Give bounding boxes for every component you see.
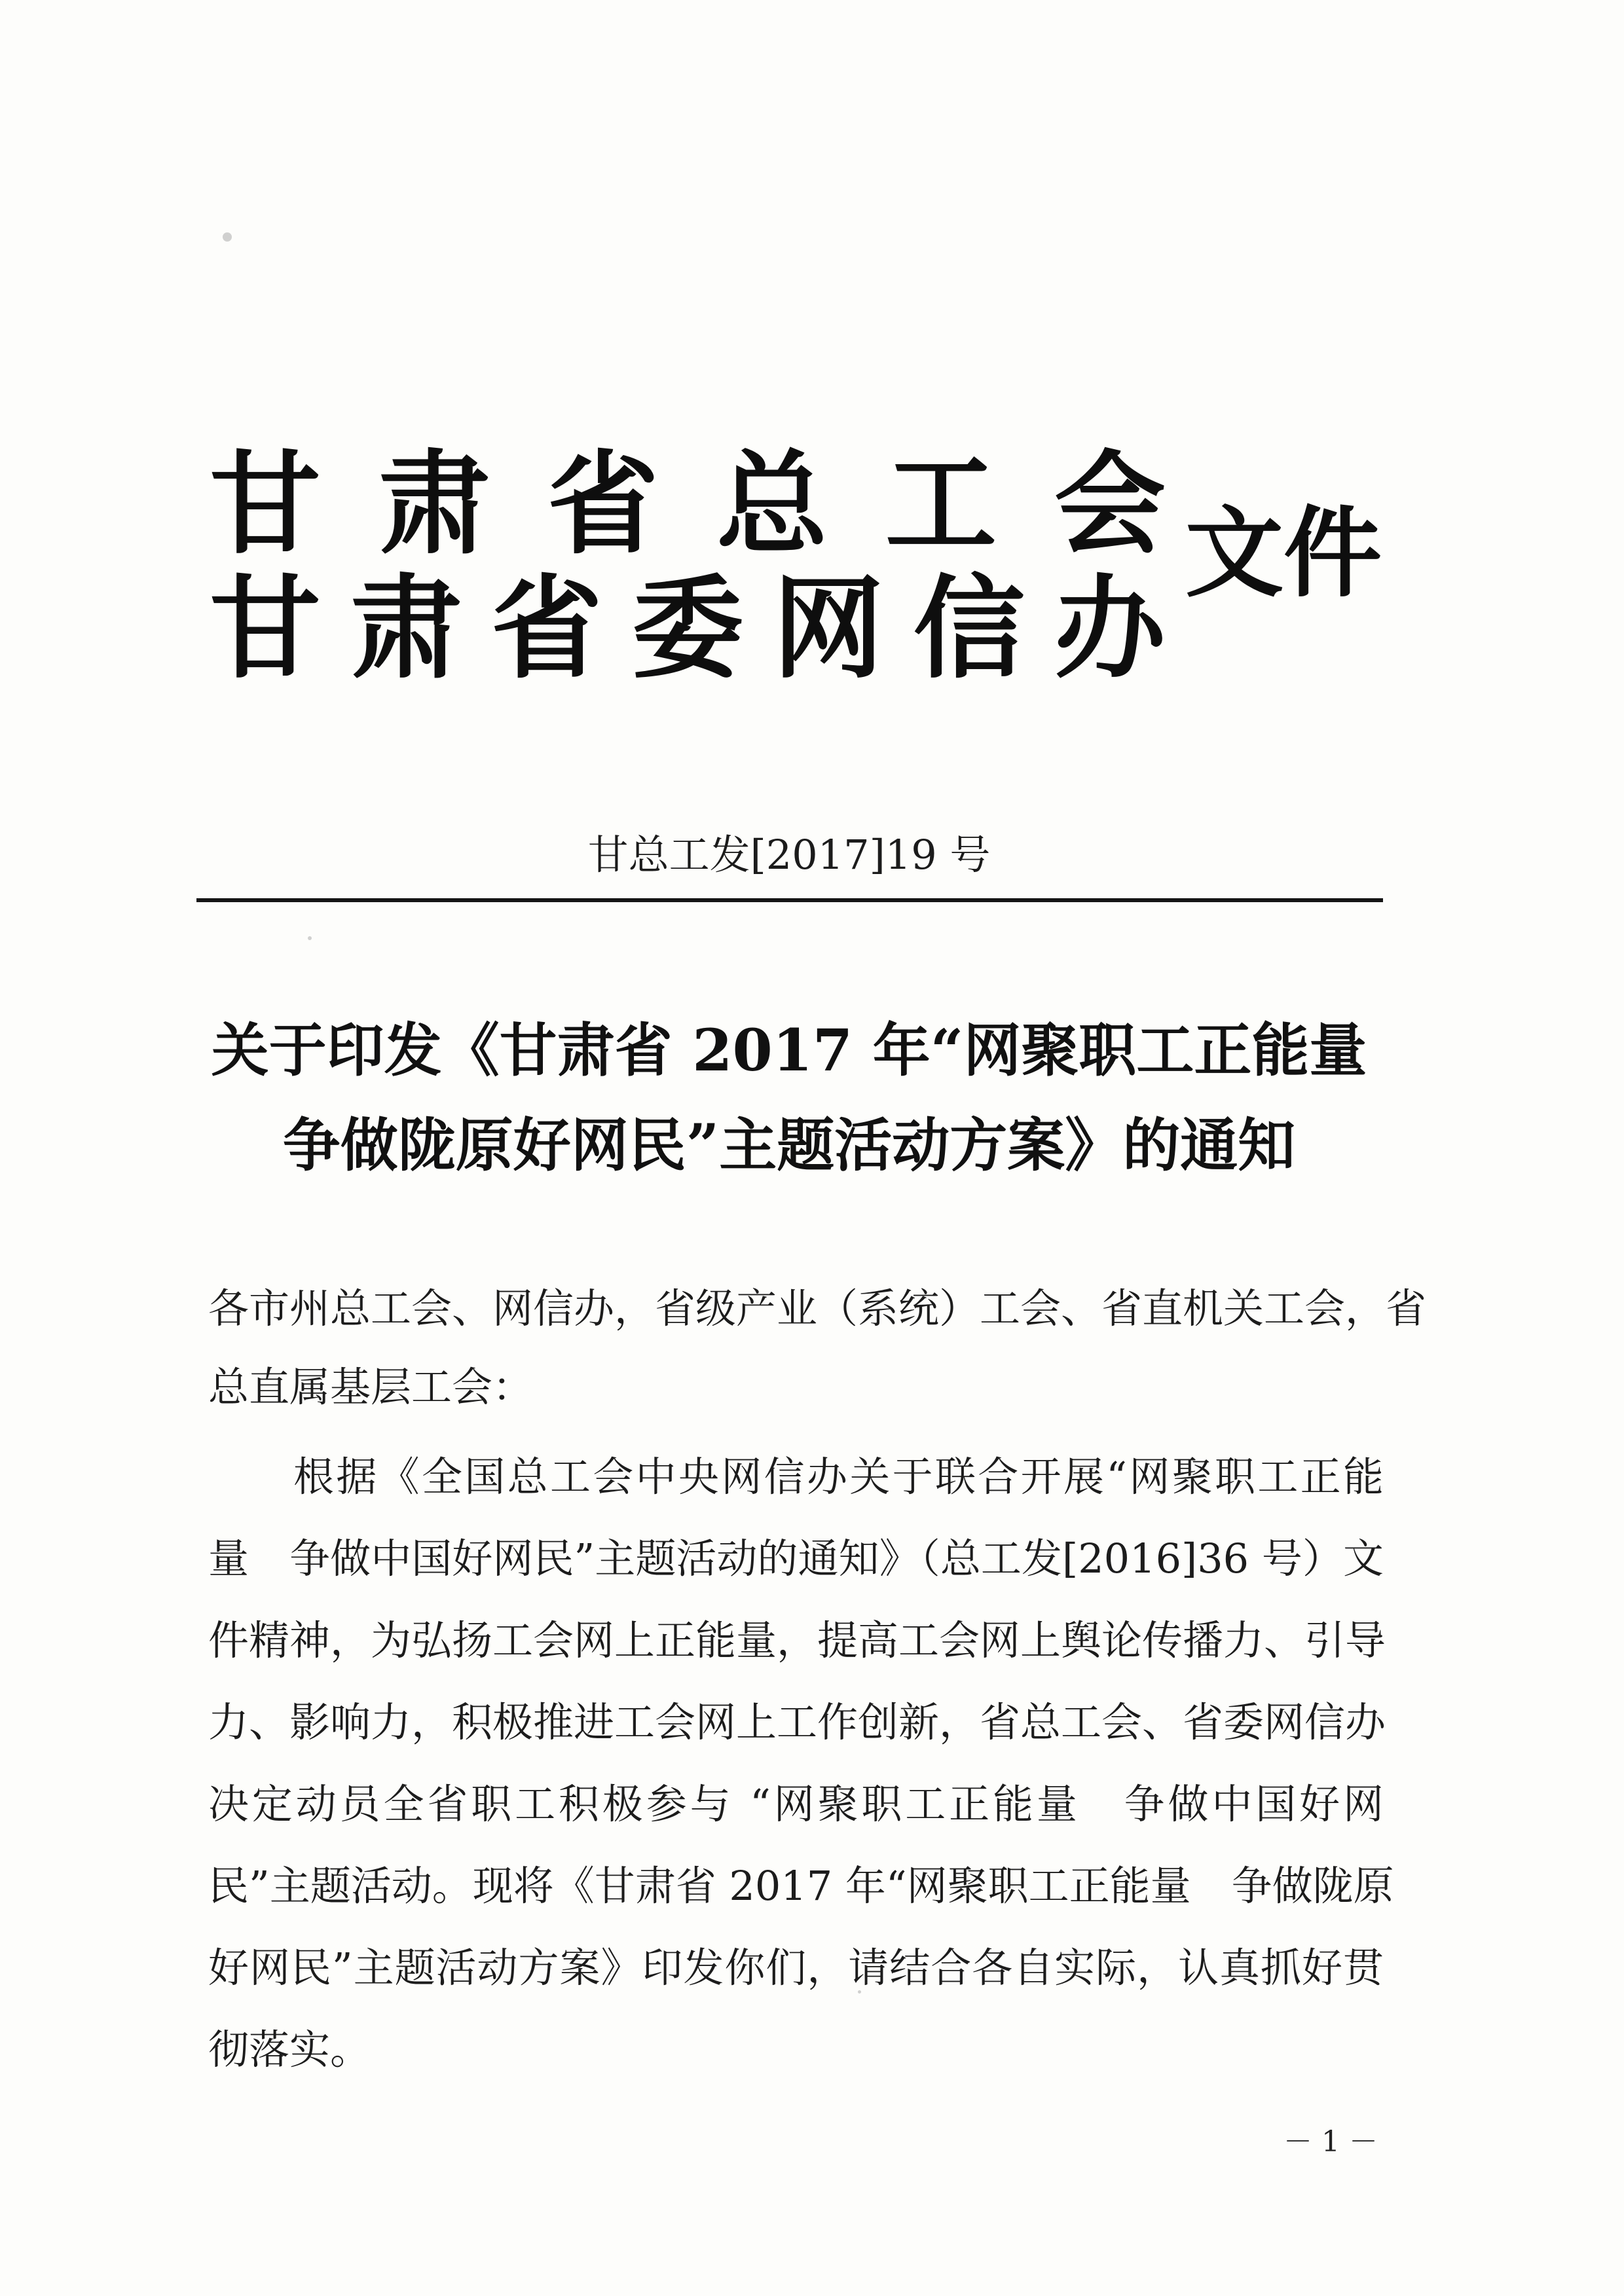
issuer-character: 会 — [1054, 439, 1166, 570]
issuer-character: 甘 — [210, 439, 322, 570]
issuer-character: 省 — [490, 563, 602, 694]
issuer-character: 网 — [772, 563, 884, 694]
issuer-character: 信 — [913, 563, 1025, 694]
page-number: － 1 － — [1283, 2125, 1378, 2159]
body-text-line: 件精神，为弘扬工会网上正能量，提高工会网上舆论传播力、引导 — [208, 1616, 1386, 1664]
issuer-character: 委 — [631, 563, 743, 694]
issuer-character: 工 — [885, 439, 997, 570]
addressee-line: 总直属基层工会： — [208, 1363, 534, 1411]
issuer-character: 肃 — [378, 439, 490, 570]
issuer-character: 甘 — [210, 563, 322, 694]
body-text-line: 彻落实。 — [208, 2026, 371, 2073]
issuer-name-federation — [210, 432, 1166, 576]
document-number: 甘总工发[2017]19 号 — [587, 831, 991, 879]
notice-title-line: 争做陇原好网民”主题活动方案》的通知 — [282, 1111, 1296, 1179]
body-text-line: 决定动员全省职工积极参与 “网聚职工正能量 争做中国好网 — [208, 1780, 1384, 1828]
scan-speck — [308, 936, 312, 940]
issuer-character: 省 — [547, 439, 659, 570]
issuer-name-cyberspace-office — [210, 556, 1166, 701]
body-text-line: 力、影响力，积极推进工会网上工作创新，省总工会、省委网信办 — [208, 1698, 1386, 1746]
scan-speck — [223, 232, 232, 242]
body-text-line: 好网民”主题活动方案》印发你们，请结合各自实际，认真抓好贯 — [208, 1944, 1384, 1992]
issuer-character: 办 — [1054, 563, 1166, 694]
notice-title-line: 关于印发《甘肃省 2017 年“网聚职工正能量 — [211, 1016, 1367, 1084]
issuer-character: 肃 — [350, 563, 462, 694]
header-divider — [196, 898, 1383, 902]
issuer-character: 总 — [716, 439, 828, 570]
document-label: 文件 — [1185, 496, 1382, 611]
body-text-line: 根据《全国总工会中央网信办关于联合开展“网聚职工正能 — [293, 1453, 1384, 1501]
body-text-line: 民”主题活动。现将《甘肃省 2017 年“网聚职工正能量 争做陇原 — [208, 1862, 1394, 1910]
body-text-line: 量 争做中国好网民”主题活动的通知》（总工发[2016]36 号）文 — [208, 1535, 1384, 1582]
addressee-line: 各市州总工会、网信办，省级产业（系统）工会、省直机关工会，省 — [208, 1285, 1427, 1332]
